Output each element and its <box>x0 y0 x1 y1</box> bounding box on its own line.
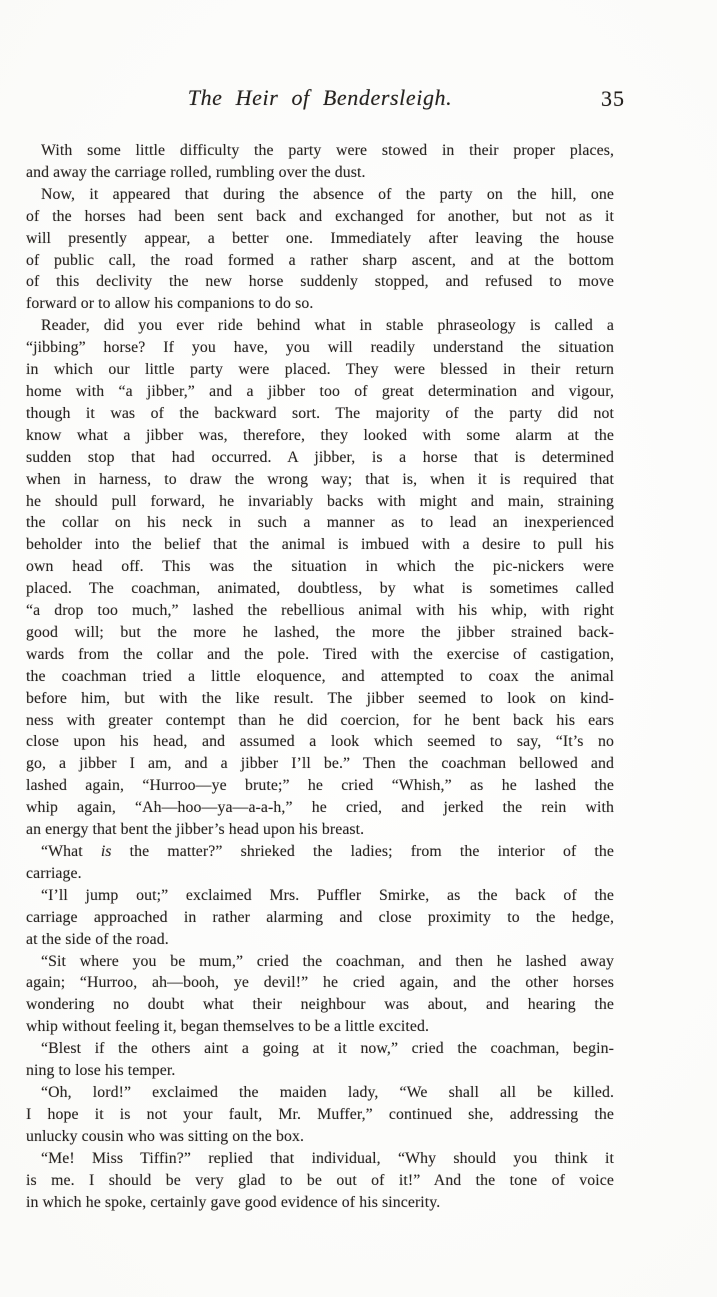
text-line: sudden stop that had occurred. A jibber, is a horse that is determined <box>26 448 614 466</box>
running-header-title: The Heir of Bendersleigh. <box>187 85 453 110</box>
text-line: he should pull forward, he invariably backs with might and main, straining <box>26 492 614 510</box>
text-line: when in harness, to draw the wrong way; that is, when it is required that <box>26 470 614 488</box>
text-line: home with “a jibber,” and a jibber too of great determination and vigour, <box>26 382 614 400</box>
text-line: carriage approached in rather alarming and close proximity to the hedge, <box>26 908 614 926</box>
text-line: “Sit where you be mum,” cried the coachman, and then he lashed away <box>41 952 614 970</box>
paragraph <box>26 885 614 951</box>
text-line: carriage. <box>26 864 82 882</box>
paragraph <box>26 1038 614 1082</box>
text-line: “Blest if the others aint a going at it now,” cried the coachman, begin- <box>41 1040 614 1058</box>
text-line: “What is the matter?” shrieked the ladies; from the interior of the <box>41 843 614 860</box>
text-line: wards from the collar and the pole. Tired with the exercise of castigation, <box>26 645 614 663</box>
text-line: the collar on his neck in such a manner as to lead an inexperienced <box>26 514 614 532</box>
page-number: 35 <box>601 86 625 111</box>
text-line: again; “Hurroo, ah—booh, ye devil!” he cried again, and the other horses <box>26 974 614 992</box>
text-line: go, a jibber I am, and a jibber I’ll be.” Then the coachman bellowed and <box>26 755 614 773</box>
text-line: of public call, the road formed a rather sharp ascent, and at the bottom <box>26 251 614 269</box>
running-header <box>26 84 625 116</box>
text-line: and away the carriage rolled, rumbling over the dust. <box>26 163 366 181</box>
text-line: know what a jibber was, therefore, they looked with some alarm at the <box>26 426 614 444</box>
paragraph <box>26 951 614 1039</box>
text-line: placed. The coachman, animated, doubtless, by what is sometimes called <box>26 580 614 598</box>
text-line: in which he spoke, certainly gave good evidence of his sincerity. <box>26 1193 441 1211</box>
paragraph <box>26 1148 614 1214</box>
text-line: whip again, “Ah—hoo—ya—a-a-h,” he cried, and jerked the rein with <box>26 799 614 817</box>
text-line: Now, it appeared that during the absence of the party on the hill, one <box>41 185 614 203</box>
paragraph <box>26 315 614 841</box>
text-line: ning to lose his temper. <box>26 1062 176 1080</box>
text-line: own head off. This was the situation in which the pic-nickers were <box>26 558 614 576</box>
text-line: will presently appear, a better one. Immediately after leaving the house <box>26 229 614 247</box>
text-line: With some little difficulty the party were stowed in their proper places, <box>41 142 614 159</box>
text-line: unlucky cousin who was sitting on the box. <box>26 1127 304 1145</box>
text-line: “I’ll jump out;” exclaimed Mrs. Puffler Smirke, as the back of the <box>41 886 614 904</box>
text-line: ness with greater contempt than he did coercion, for he bent back his ears <box>26 711 614 729</box>
text-line: the coachman tried a little eloquence, and attempted to coax the animal <box>26 667 614 685</box>
text-line: I hope it is not your fault, Mr. Muffer,” continued she, addressing the <box>26 1105 614 1123</box>
body-text <box>26 140 614 1213</box>
text-line: “Oh, lord!” exclaimed the maiden lady, “We shall all be killed. <box>41 1083 614 1101</box>
paragraph <box>26 841 614 885</box>
text-line: of this declivity the new horse suddenly stopped, and refused to move <box>26 273 614 291</box>
text-line: forward or to allow his companions to do so. <box>26 295 314 313</box>
text-line: good will; but the more he lashed, the more the jibber strained back- <box>26 623 614 641</box>
text-line: wondering no doubt what their neighbour was about, and hearing the <box>26 996 614 1014</box>
text-line: “Me! Miss Tiffin?” replied that individual, “Why should you think it <box>41 1149 614 1167</box>
text-line: “a drop too much,” lashed the rebellious animal with his whip, with right <box>26 602 614 620</box>
paragraph <box>26 184 614 315</box>
text-line: is me. I should be very glad to be out of it!” And the tone of voice <box>26 1171 614 1189</box>
text-line: before him, but with the like result. The jibber seemed to look on kind- <box>26 689 614 707</box>
text-line: close upon his head, and assumed a look which seemed to say, “It’s no <box>26 733 614 751</box>
text-line: lashed again, “Hurroo—ye brute;” he cried “Whish,” as he lashed the <box>26 777 614 795</box>
text-line: whip without feeling it, began themselves to be a little excited. <box>26 1018 430 1036</box>
paragraph <box>26 140 614 184</box>
text-line: “jibbing” horse? If you have, you will readily understand the situation <box>26 339 614 357</box>
text-line: in which our little party were placed. They were blessed in their return <box>26 361 614 379</box>
text-line: an energy that bent the jibber’s head upon his breast. <box>26 821 365 839</box>
text-line: though it was of the backward sort. The majority of the party did not <box>26 404 614 422</box>
text-line: beholder into the belief that the animal is imbued with a desire to pull his <box>26 536 614 554</box>
text-line: at the side of the road. <box>26 930 169 948</box>
paragraph <box>26 1082 614 1148</box>
text-line: of the horses had been sent back and exchanged for another, but not as it <box>26 207 614 225</box>
text-line: Reader, did you ever ride behind what in stable phraseology is called a <box>41 317 614 335</box>
